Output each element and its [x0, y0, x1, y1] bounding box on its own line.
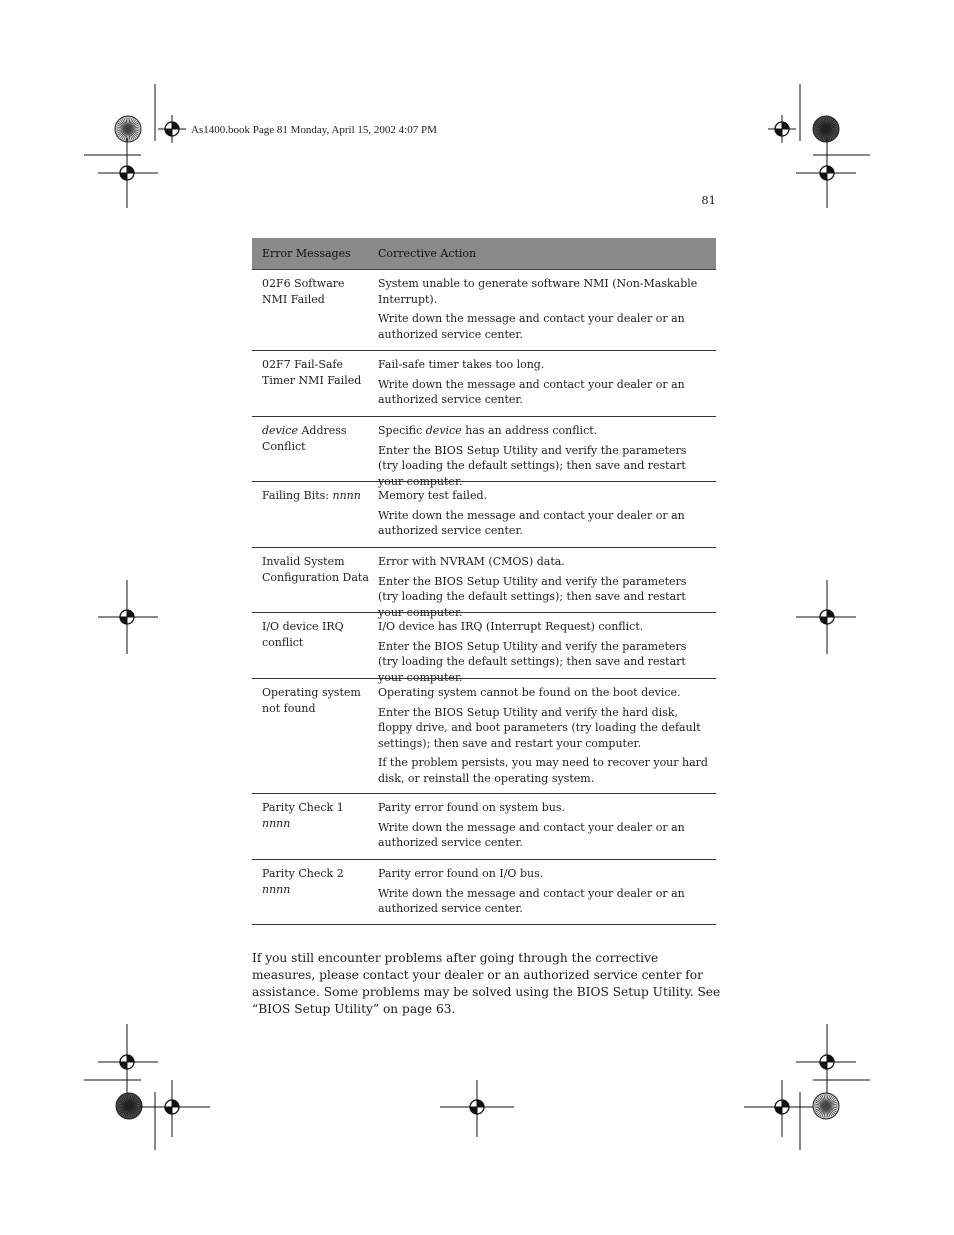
- action-line: Error with NVRAM (CMOS) data.: [378, 555, 565, 568]
- corrective-action: [378, 488, 716, 539]
- error-message: 02F6 Software NMI Failed: [262, 277, 345, 306]
- corrective-action: [378, 554, 716, 619]
- table-row: [252, 351, 716, 417]
- action-line: Enter the BIOS Setup Utility and verify the parameters (try loading the default settings); then save and restart your computer.: [378, 639, 687, 684]
- action-line: Enter the BIOS Setup Utility and verify the parameters (try loading the default settings); then save and restart your computer.: [378, 574, 687, 619]
- header-corrective-action: Corrective Action: [378, 246, 477, 260]
- table-row: [252, 613, 716, 684]
- action-line: Write down the message and contact your dealer or an authorized service center.: [378, 820, 685, 849]
- action-line: Enter the BIOS Setup Utility and verify the parameters (try loading the default settings); then save and restart your computer.: [378, 443, 687, 488]
- action-line: Specific device has an address conflict.: [378, 424, 598, 437]
- corrective-action: [378, 800, 716, 851]
- registration-crosshair-icon: [158, 115, 186, 143]
- table-row: [252, 860, 716, 925]
- corrective-action: [378, 423, 716, 488]
- action-line: Parity error found on I/O bus.: [378, 867, 544, 880]
- error-message: Operating system not found: [262, 686, 361, 715]
- action-line: Write down the message and contact your dealer or an authorized service center.: [378, 508, 685, 537]
- action-line: If the problem persists, you may need to recover your hard disk, or reinstall the operating system.: [378, 756, 708, 785]
- action-line: Fail-safe timer takes too long.: [378, 358, 545, 371]
- error-message: Parity Check 1 nnnn: [262, 801, 344, 830]
- error-messages-table: [252, 238, 716, 925]
- action-line: Write down the message and contact your dealer or an authorized service center.: [378, 312, 685, 341]
- corrective-action: [378, 685, 716, 785]
- error-message: Parity Check 2 nnnn: [262, 867, 344, 896]
- corrective-action: [378, 866, 716, 916]
- table-header: [252, 238, 716, 270]
- error-message: I/O device IRQ conflict: [262, 620, 344, 649]
- color-bar-starburst-icon: [813, 116, 839, 142]
- error-message: 02F7 Fail-Safe Timer NMI Failed: [262, 358, 362, 387]
- action-line: Parity error found on system bus.: [378, 801, 566, 814]
- error-message: Failing Bits: nnnn: [262, 489, 361, 502]
- closing-paragraph: If you still encounter problems after going through the corrective measures, please contact your dealer or an authorized service center for assistance. Some problems may be solved using the BIOS Setup Utility. See “BIOS Setup Utility” on page 63.: [252, 951, 721, 1017]
- corrective-action: [378, 357, 716, 408]
- table-row: [252, 548, 716, 619]
- action-line: Enter the BIOS Setup Utility and verify the hard disk, floppy drive, and boot parameters (try loading the default settings); then save and restart your computer.: [378, 705, 701, 750]
- table-row: [252, 417, 716, 488]
- action-line: System unable to generate software NMI (Non-Maskable Interrupt).: [378, 277, 698, 306]
- error-message: device Address Conflict: [262, 424, 347, 453]
- table-row: [252, 482, 716, 548]
- table-row: [252, 270, 716, 351]
- error-message: Invalid System Configuration Data: [262, 555, 369, 584]
- header-error-messages: Error Messages: [262, 246, 351, 260]
- corrective-action: [378, 276, 716, 342]
- action-line: I/O device has IRQ (Interrupt Request) conflict.: [378, 620, 644, 633]
- action-line: Write down the message and contact your dealer or an authorized service center.: [378, 886, 685, 915]
- registration-crosshair-icon: [768, 115, 796, 143]
- action-line: Memory test failed.: [378, 489, 488, 502]
- table-row: [252, 679, 716, 794]
- color-bar-starburst-icon: [116, 1093, 142, 1119]
- action-line: Write down the message and contact your dealer or an authorized service center.: [378, 377, 685, 406]
- book-slug: As1400.book Page 81 Monday, April 15, 2002 4:07 PM: [191, 124, 437, 136]
- page-number: 81: [701, 193, 716, 207]
- action-line: Operating system cannot be found on the boot device.: [378, 686, 681, 699]
- color-bar-starburst-icon: [115, 116, 141, 142]
- color-bar-starburst-icon: [813, 1093, 839, 1119]
- corrective-action: [378, 619, 716, 684]
- table-row: [252, 794, 716, 860]
